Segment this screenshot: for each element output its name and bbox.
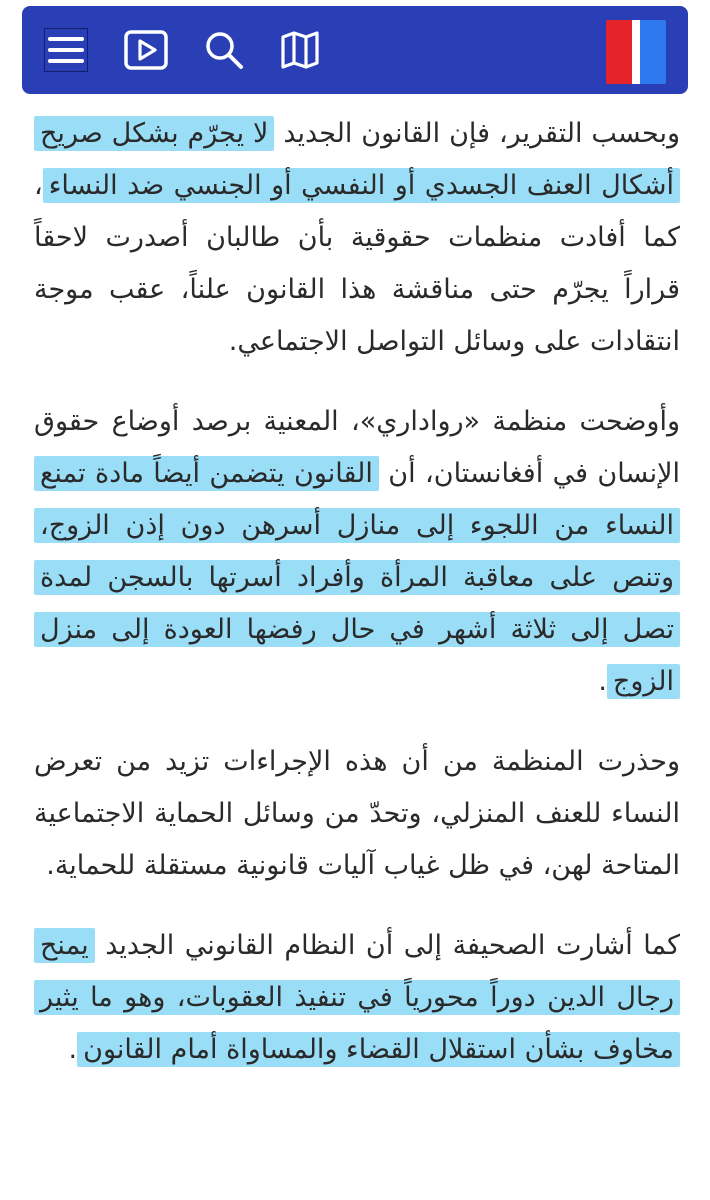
- paragraph-text: وأوضحت منظمة «رواداري»، المعنية برصد أوضاع حقوق الإنسان في أفغانستان، أن: [34, 406, 680, 489]
- brand-logo[interactable]: [606, 20, 666, 84]
- article-body: [34, 108, 680, 1104]
- map-icon[interactable]: [278, 28, 322, 72]
- highlighted-text: يمنح رجال الدين دوراً محورياً في تنفيذ العقوبات، وهو ما يثير مخاوف بشأن استقلال القضاء والمساواة أمام القانون: [34, 928, 680, 1067]
- search-icon[interactable]: [202, 28, 246, 72]
- paragraph-text: وحذرت المنظمة من أن هذه الإجراءات تزيد من تعرض النساء للعنف المنزلي، وتحدّ من وسائل الحماية الاجتماعية المتاحة لهن، في ظل غياب آليات قانونية مستقلة للحماية.: [34, 746, 680, 881]
- paragraph-text: ، كما أفادت منظمات حقوقية بأن طالبان أصدرت لاحقاً قراراً يجرّم حتى مناقشة هذا القانون علناً، عقب موجة انتقادات على وسائل التواصل الاجتماعي.: [34, 170, 680, 357]
- hamburger-menu-icon[interactable]: [44, 28, 88, 72]
- paragraph-text: وبحسب التقرير، فإن القانون الجديد: [274, 118, 680, 149]
- logo-blue-stripe: [640, 20, 666, 84]
- top-navigation-bar: [22, 6, 688, 94]
- highlighted-text: لا يجرّم بشكل صريح أشكال العنف الجسدي أو النفسي أو الجنسي ضد النساء: [34, 116, 680, 203]
- paragraph-text: .: [598, 666, 607, 697]
- logo-white-stripe: [632, 20, 640, 84]
- article-paragraph-1: [34, 108, 680, 368]
- play-video-icon[interactable]: [124, 28, 168, 72]
- article-paragraph-4: [34, 920, 680, 1076]
- paragraph-text: كما أشارت الصحيفة إلى أن النظام القانوني الجديد: [94, 930, 680, 961]
- logo-red-stripe: [606, 20, 632, 84]
- paragraph-text: .: [68, 1034, 78, 1065]
- highlighted-text: القانون يتضمن أيضاً مادة تمنع النساء من اللجوء إلى منازل أسرهن دون إذن الزوج، وتنص على معاقبة المرأة وأفراد أسرتها بالسجن لمدة تصل إلى ثلاثة أشهر في حال رفضها العودة إلى منزل الزوج: [34, 456, 680, 699]
- article-paragraph-2: [34, 396, 680, 708]
- article-paragraph-3: [34, 736, 680, 892]
